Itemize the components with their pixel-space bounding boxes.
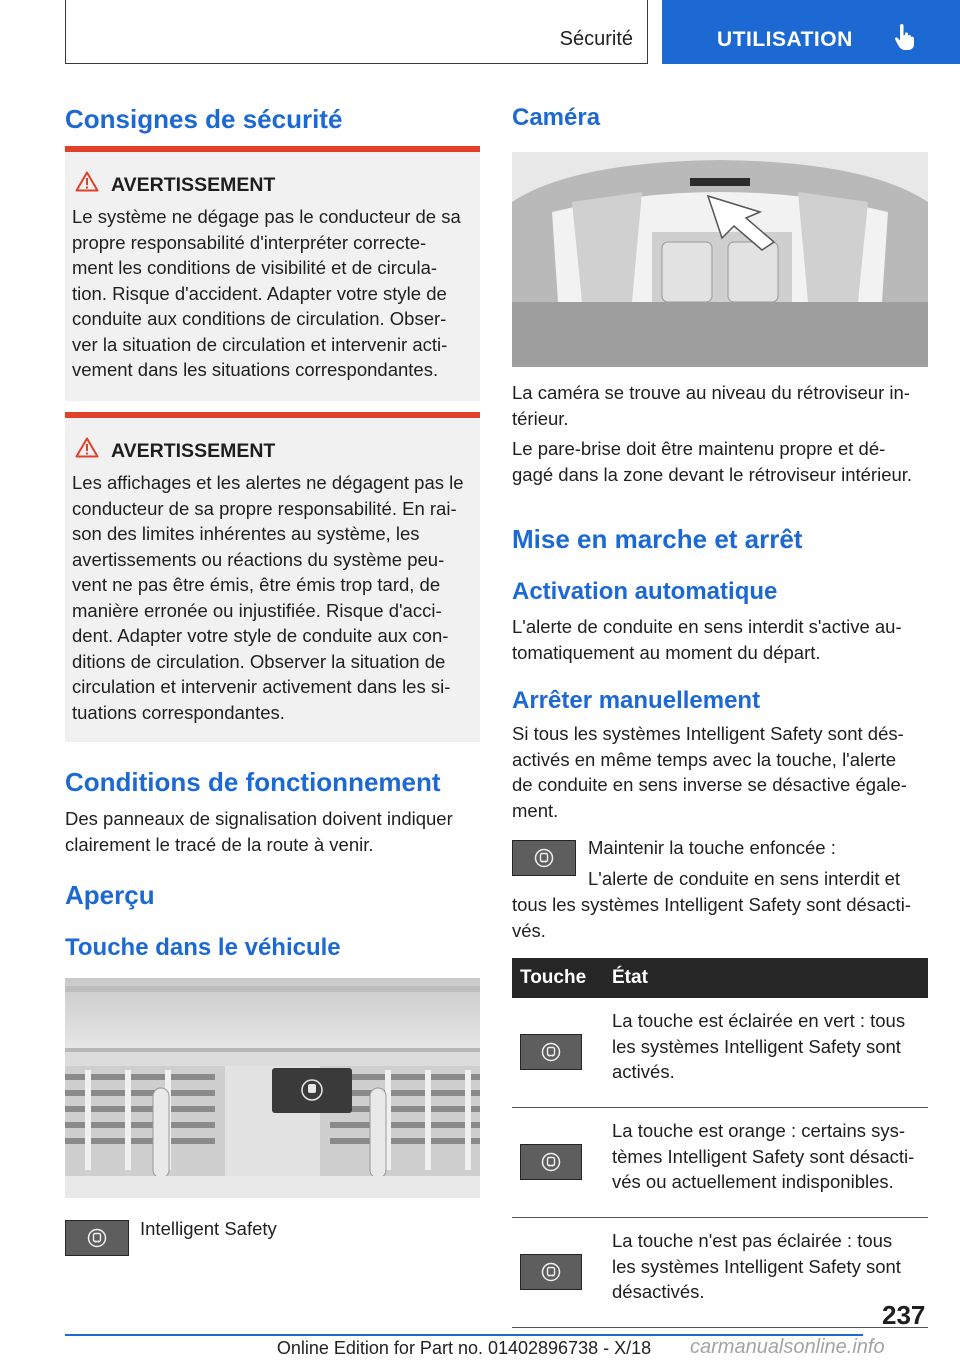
table-row: [512, 1218, 928, 1328]
section-title-camera: Caméra: [512, 104, 601, 131]
hand-pointer-icon: [894, 23, 918, 51]
table-cell-state: La touche est éclairée en vert : tous les systèmes Intelligent Safety sont activés.: [604, 998, 928, 1108]
warning-box-2: [65, 412, 480, 742]
intelligent-safety-icon: [541, 1152, 561, 1172]
button-state-table: [512, 958, 928, 1328]
conditions-text: Des panneaux de signalisation doivent indiquer clairement le tracé de la route à venir.: [65, 808, 453, 855]
page-number: 237: [882, 1300, 926, 1330]
warning-triangle-icon: [75, 171, 99, 192]
intelligent-safety-button: [520, 1144, 582, 1180]
subsection-title-auto: Activation automatique: [512, 578, 778, 605]
camera-text-1: La caméra se trouve au niveau du rétroviseur in- térieur.: [512, 382, 910, 429]
table-row: [512, 1108, 928, 1218]
table-cell-state: La touche est orange : certains sys- tèmes Intelligent Safety sont désacti- vés ou actuellement indisponibles.: [604, 1108, 928, 1218]
camera-location-photo: [512, 152, 928, 367]
table-row: [512, 998, 928, 1108]
intelligent-safety-button: [520, 1034, 582, 1070]
header-chapter-label: UTILISATION: [717, 28, 853, 51]
button-caption: Intelligent Safety: [140, 1218, 277, 1239]
hold-result-b: tous les systèmes Intelligent Safety sont désacti- vés.: [512, 894, 911, 941]
section-title-conditions: Conditions de fonctionnement: [65, 767, 441, 797]
header-section-label: Sécurité: [559, 28, 633, 50]
intelligent-safety-button[interactable]: [512, 840, 576, 876]
hold-text: Maintenir la touche enfoncée :: [588, 837, 836, 858]
subsection-title-touche: Touche dans le véhicule: [65, 934, 341, 961]
manual-text: Si tous les systèmes Intelligent Safety sont dés- activés en même temps avec la touche, l'alerte de conduite en sens inverse se désactive égale- ment.: [512, 723, 907, 821]
hold-result-a: L'alerte de conduite en sens interdit et: [588, 868, 901, 889]
intelligent-safety-icon: [541, 1262, 561, 1282]
section-title-apercu: Aperçu: [65, 880, 155, 910]
camera-text-2: Le pare-brise doit être maintenu propre et dé- gagé dans la zone devant le rétroviseur intérieur.: [512, 438, 913, 485]
table-cell-state: La touche n'est pas éclairée : tous les systèmes Intelligent Safety sont désactivés.: [604, 1218, 928, 1328]
warning-triangle-icon: [75, 437, 99, 458]
footer-watermark: carmanualsonline.info: [690, 1336, 885, 1358]
subsection-title-manual: Arrêter manuellement: [512, 687, 761, 714]
warning-box-1: [65, 146, 480, 401]
intelligent-safety-button[interactable]: [65, 1220, 129, 1256]
table-header-etat: État: [604, 958, 928, 998]
footer-edition: Online Edition for Part no. 01402896738 - X/18: [276, 1338, 652, 1358]
intelligent-safety-button: [520, 1254, 582, 1290]
section-title-marche: Mise en marche et arrêt: [512, 524, 803, 554]
warning-text: Le système ne dégage pas le conducteur de sa propre responsabilité d'interpréter correcte- ment les conditions de visibilité et de circula- tion. Risque d'accident. Adapter votre style de conduite aux conditions de circulation. Obser- ver la situation de circulation et intervenir acti- vement dans les situations correspondantes.: [72, 206, 461, 380]
table-header-touche: Touche: [512, 958, 604, 998]
header-chapter-tab: [662, 0, 960, 64]
warning-label: AVERTISSEMENT: [111, 174, 276, 196]
header-section-box: [65, 0, 648, 64]
intelligent-safety-icon: [541, 1042, 561, 1062]
warning-text: Les affichages et les alertes ne dégagent pas le conducteur de sa propre responsabilité. En rai- son des limites inhérentes au système, les avertissements ou réactions du système peu- vent ne pas être émis, être émis trop tard, de manière erronée ou injustifiée. Risque d'acci- dent. Adapter votre style de conduite aux con- ditions de circulation. Observer la situation de circulation et intervenir activement dans les si- tuations correspondantes.: [72, 472, 464, 723]
intelligent-safety-icon: [534, 848, 554, 868]
page-title: Consignes de sécurité: [65, 104, 343, 134]
warning-label: AVERTISSEMENT: [111, 440, 276, 462]
auto-text: L'alerte de conduite en sens interdit s'active au- tomatiquement au moment du départ.: [512, 616, 902, 663]
dashboard-button-photo: [65, 978, 480, 1198]
intelligent-safety-icon: [87, 1228, 107, 1248]
